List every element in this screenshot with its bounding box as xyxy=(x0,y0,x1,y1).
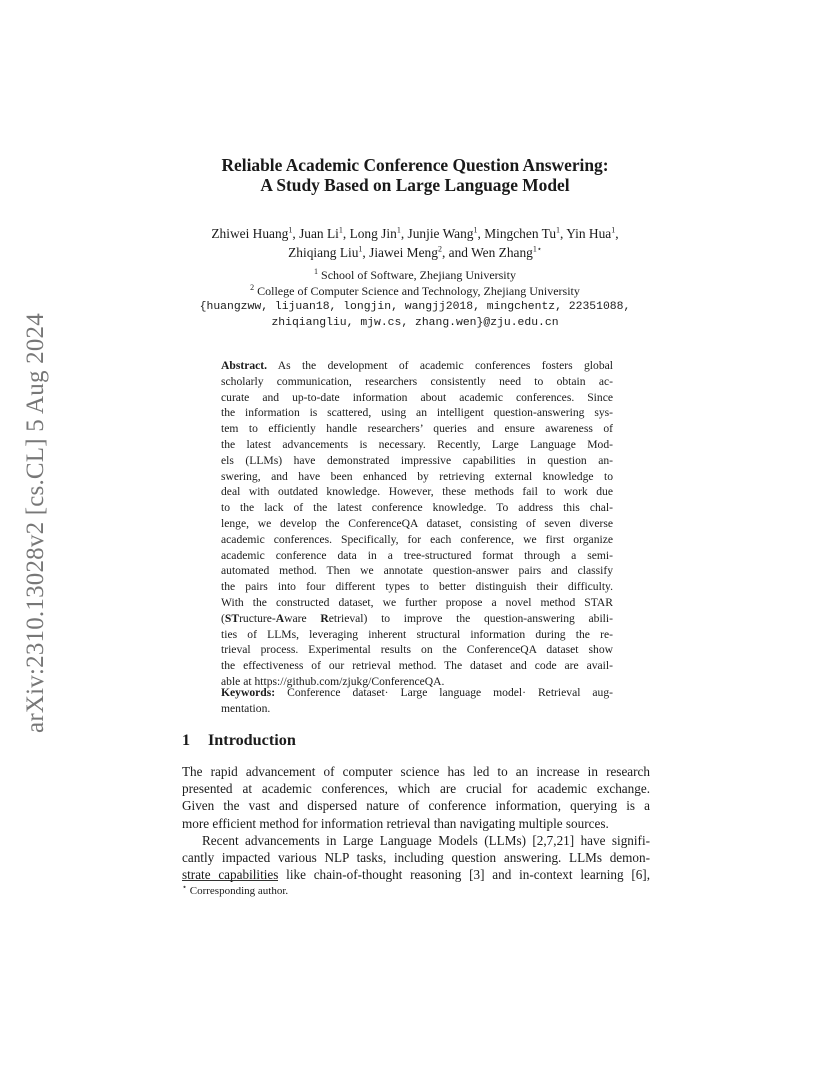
author-separator: , xyxy=(342,226,350,241)
abstract-line: ties of LLMs, leveraging inherent structural information during the re- xyxy=(221,627,613,641)
author-separator: , xyxy=(400,226,408,241)
author-separator: , xyxy=(441,245,449,260)
author-separator: , xyxy=(615,226,619,241)
star-a: A xyxy=(275,611,285,625)
abstract-line: the pairs into four different types to better distinguish their difficulty. xyxy=(221,580,613,594)
star-r: R xyxy=(320,611,329,625)
footnote-rule xyxy=(182,880,278,881)
author-list xyxy=(150,224,680,262)
abstract-line: swering, and have been enhanced by retrieving external knowledge to xyxy=(221,469,613,483)
author-and: and xyxy=(448,245,472,260)
abstract-line: With the constructed dataset, we further propose a novel method STAR xyxy=(221,595,613,609)
abstract-line: curate and up-to-date information about academic conferences. Since xyxy=(221,390,613,404)
affiliation-2 xyxy=(160,283,670,299)
star-rest: etrieval) to improve the question-answering abili- xyxy=(328,611,613,625)
affiliations xyxy=(160,267,670,331)
abstract-text: As the development of academic conferences fosters global xyxy=(277,359,613,372)
footnote xyxy=(182,882,289,897)
keywords-line-2: mentation. xyxy=(221,701,271,715)
affiliation-mark: 1 xyxy=(314,267,319,276)
abstract-line: able at https://github.com/zjukg/ConferenceQA. xyxy=(221,674,445,688)
keywords-text: Conference dataset· Large language model· Retrieval aug- xyxy=(287,686,614,699)
body-line: strate capabilities like chain-of-thought reasoning [3] and in-context learning [6], xyxy=(182,867,650,883)
title-line-1: Reliable Academic Conference Question Answering: xyxy=(221,155,609,175)
affiliation-text: College of Computer Science and Technology, Zhejiang University xyxy=(257,284,580,298)
body-line: Recent advancements in Large Language Models (LLMs) [2,7,21] have signifi- xyxy=(202,832,650,848)
abstract-label: Abstract. xyxy=(221,359,268,372)
abstract-line: deal with outdated knowledge. However, these methods fail to work due xyxy=(221,485,613,499)
author-affil-mark: 1 xyxy=(556,225,561,235)
author-separator: , xyxy=(560,226,567,241)
abstract-line: academic conferences. Specifically, for each conference, we first organize xyxy=(221,532,613,546)
author-separator: , xyxy=(477,226,485,241)
abstract-line: tem to efficiently handle researchers’ queries and ensure awareness of xyxy=(221,422,613,436)
body-text xyxy=(182,763,650,883)
star-ware: ware xyxy=(284,611,321,625)
section-number: 1 xyxy=(182,731,191,749)
abstract-line: the information is scattered, using an intelligent question-answering sys- xyxy=(221,406,613,420)
author-affil-mark: 1 xyxy=(611,225,616,235)
author-affil-mark: 1 xyxy=(473,225,478,235)
abstract-line: lenge, we develop the ConferenceQA dataset, consisting of seven diverse xyxy=(221,516,613,530)
email-list-line-1: {huangzww, lijuan18, longjin, wangjj2018, mingchentz, 22351088, xyxy=(199,301,631,313)
abstract-line: to the lack of the latest conference knowledge. To address this chal- xyxy=(221,501,613,515)
author-name: Zhiwei Huang xyxy=(211,226,289,241)
author-affil-mark: 1 xyxy=(396,225,401,235)
arxiv-sidebar-stamp xyxy=(6,292,66,754)
author-affil-mark: 1 xyxy=(338,225,343,235)
body-line: Given the vast and dispersed nature of conference information, querying is a xyxy=(182,798,650,814)
affiliation-1 xyxy=(160,267,670,283)
author-affil-mark: 1⋆ xyxy=(532,244,542,254)
abstract-line: the latest advancements is necessary. Recently, Large Language Mod- xyxy=(221,437,613,451)
author-name: Juan Li xyxy=(299,226,339,241)
author-name: Junjie Wang xyxy=(407,226,474,241)
abstract-line: the effectiveness of our retrieval method. The dataset and code are avail- xyxy=(221,659,613,673)
abstract-line xyxy=(221,358,613,374)
author-affil-mark: 1 xyxy=(288,225,293,235)
author-name: Wen Zhang xyxy=(471,245,533,260)
star-ructure: ructure- xyxy=(239,611,276,625)
abstract-line: scholarly communication, researchers consistently need to obtain ac- xyxy=(221,374,613,388)
section-heading xyxy=(182,731,296,750)
author-name: Jiawei Meng xyxy=(369,245,438,260)
body-line: presented at academic conferences, which are crucial for academic exchange. xyxy=(182,781,650,797)
author-name: Yin Hua xyxy=(566,226,612,241)
keywords xyxy=(221,685,613,717)
arxiv-id: arXiv:2310.13028v2 [cs.CL] 5 Aug 2024 xyxy=(22,313,49,733)
author-separator: , xyxy=(292,226,300,241)
abstract-line-star xyxy=(221,611,613,627)
authors-line-1 xyxy=(150,224,680,243)
keywords-label: Keywords: xyxy=(221,686,276,699)
author-separator: , xyxy=(362,245,370,260)
footnote-mark: ⋆ xyxy=(182,882,188,892)
author-name: Zhiqiang Liu xyxy=(288,245,359,260)
abstract-line: academic conference data in a tree-structured format through a semi- xyxy=(221,548,613,562)
footnote-text: Corresponding author. xyxy=(189,885,289,897)
title-line-2: A Study Based on Large Language Model xyxy=(260,175,570,195)
section-title: Introduction xyxy=(208,731,296,749)
author-name: Mingchen Tu xyxy=(484,226,557,241)
body-line: The rapid advancement of computer science has led to an increase in research xyxy=(182,764,650,779)
abstract-line: automated method. Then we annotate question-answer pairs and classify xyxy=(221,564,613,578)
author-name: Long Jin xyxy=(349,226,397,241)
abstract-line: trieval process. Experimental results on the ConferenceQA dataset show xyxy=(221,643,613,657)
abstract-line: els (LLMs) have demonstrated impressive capabilities in question an- xyxy=(221,453,613,467)
star-paren: ( xyxy=(221,611,225,625)
author-affil-mark: 2 xyxy=(437,244,442,254)
authors-line-2 xyxy=(150,243,680,262)
affiliation-mark: 2 xyxy=(250,283,255,292)
affiliation-text: School of Software, Zhejiang University xyxy=(321,268,516,282)
author-affil-mark: 1 xyxy=(358,244,363,254)
body-line: more efficient method for information retrieval than navigating multiple sources. xyxy=(182,815,609,831)
abstract xyxy=(221,358,613,690)
keywords-line-1 xyxy=(221,685,613,701)
email-list-line-2: zhiqiangliu, mjw.cs, zhang.wen}@zju.edu.cn xyxy=(271,317,559,329)
star-st: ST xyxy=(224,611,240,625)
paper-title xyxy=(160,155,670,195)
body-line: cantly impacted various NLP tasks, including question answering. LLMs demon- xyxy=(182,849,650,865)
